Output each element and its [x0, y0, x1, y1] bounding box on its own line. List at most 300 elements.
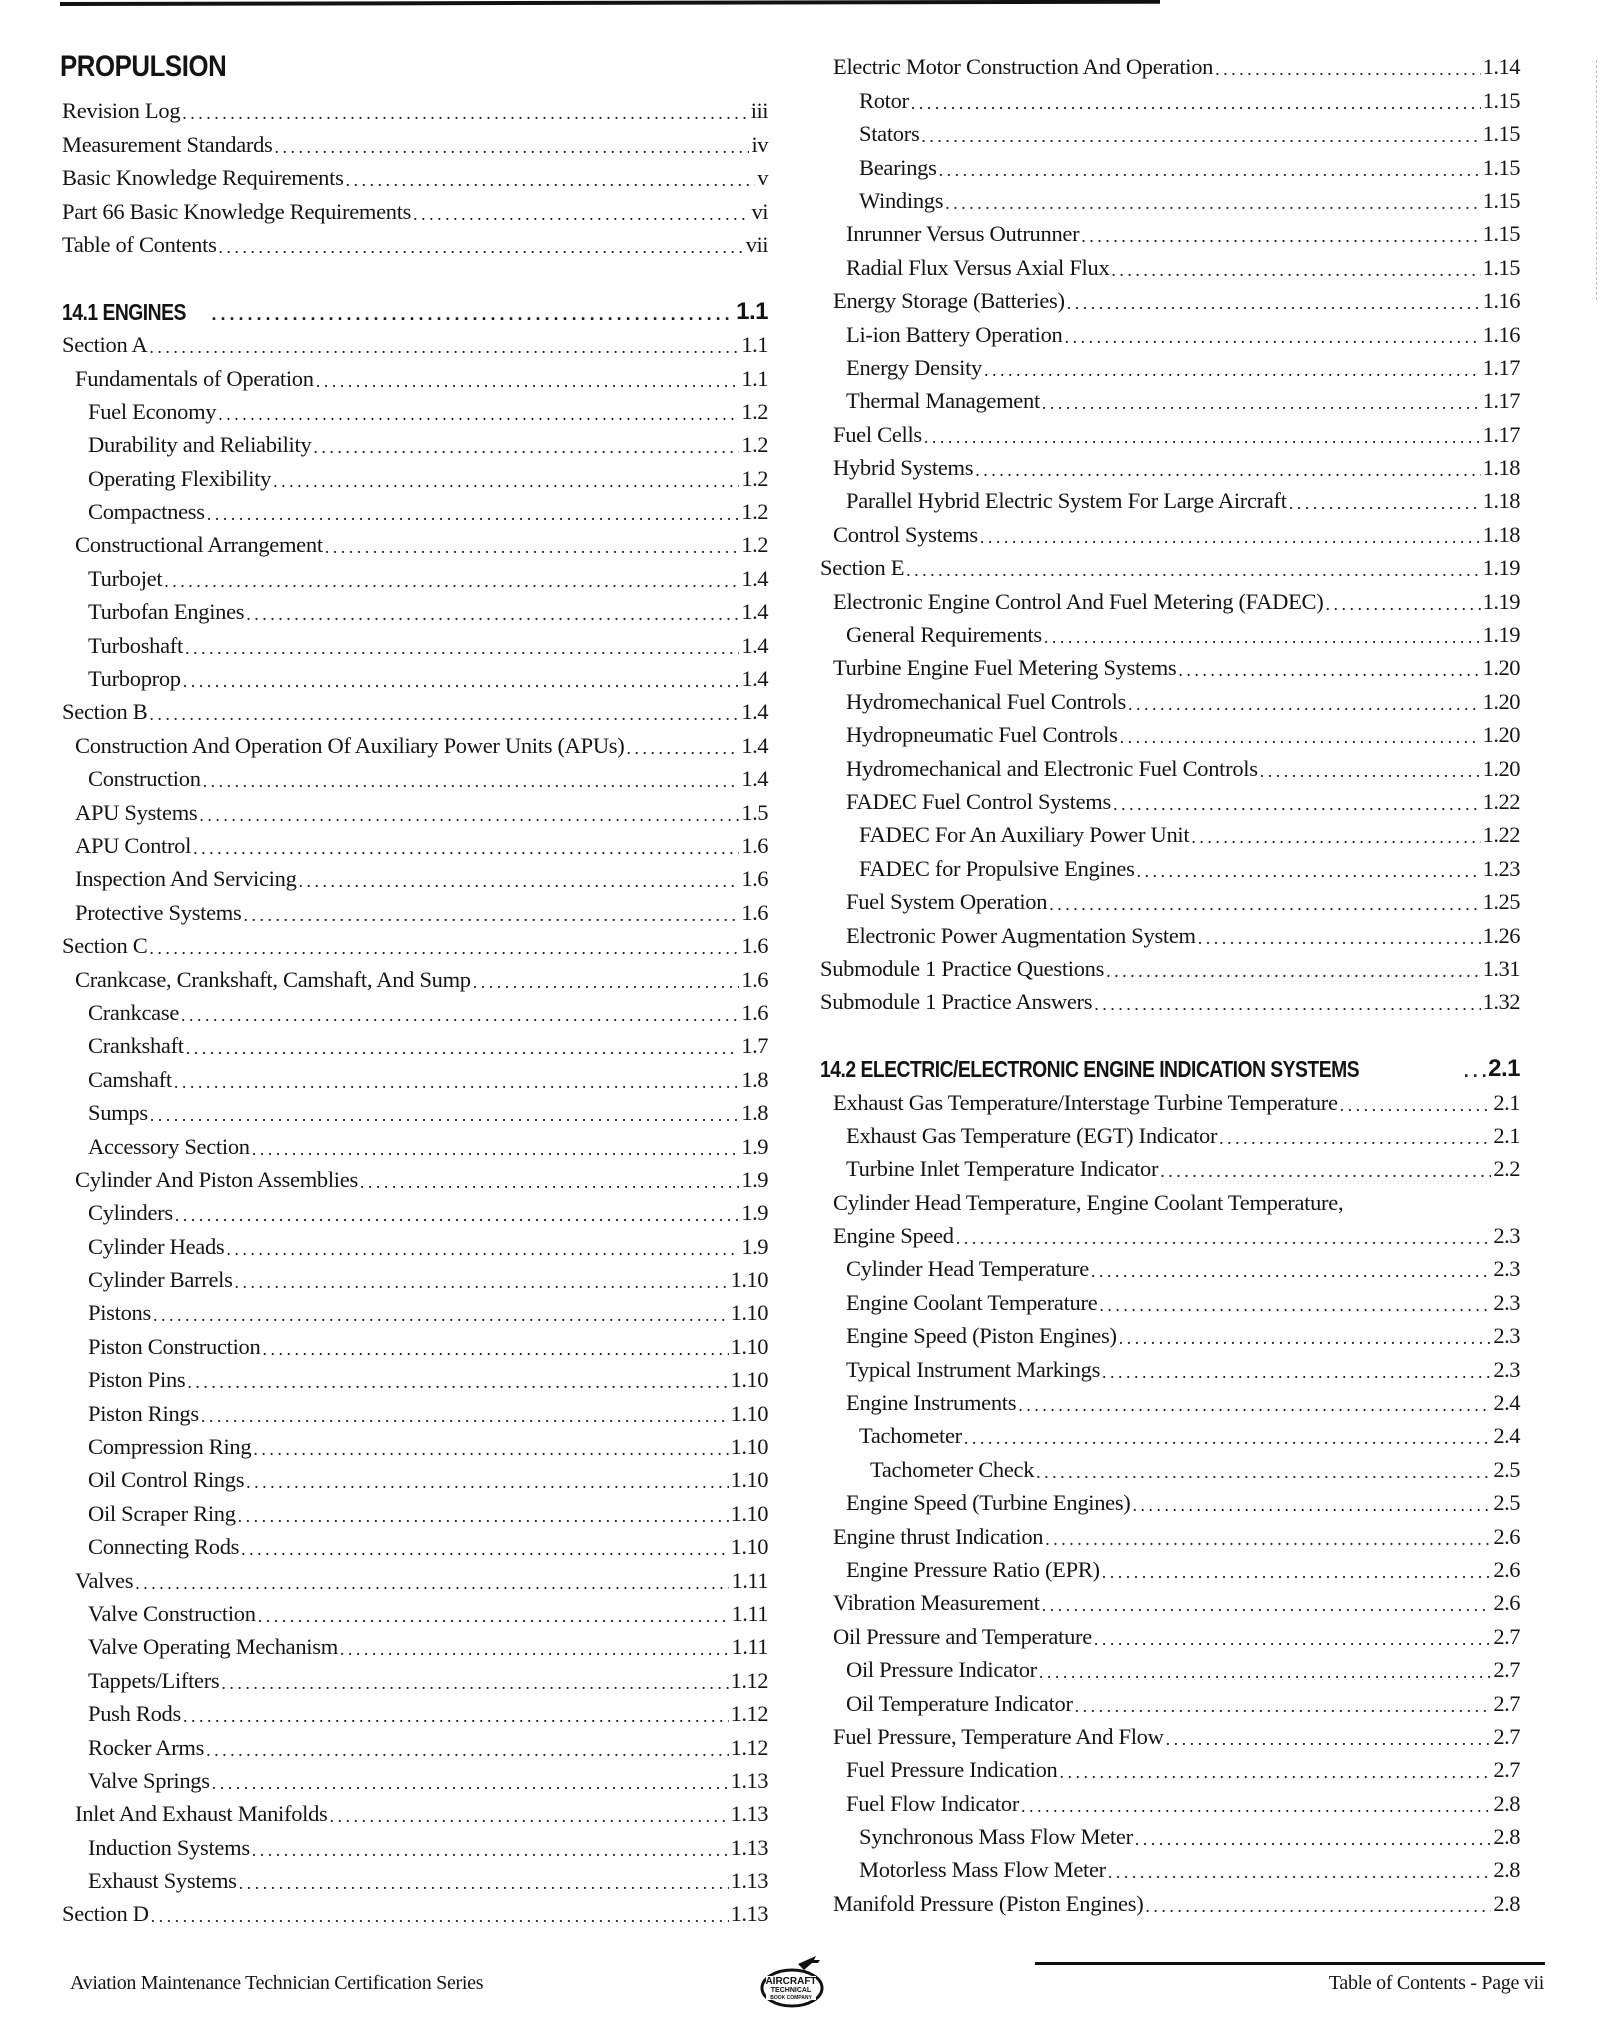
toc-entry-page: vi: [751, 198, 768, 224]
toc-entry[interactable]: [820, 582, 1520, 615]
toc-entry-page: 1.13: [730, 1767, 768, 1793]
toc-entry-label: Stators: [859, 121, 920, 147]
toc-entry-page: 1.10: [730, 1333, 768, 1359]
dot-leader: [1081, 224, 1480, 248]
toc-entry[interactable]: [62, 593, 768, 626]
toc-entry[interactable]: [62, 1361, 768, 1394]
toc-entry[interactable]: [62, 526, 768, 559]
dot-leader: [626, 736, 739, 760]
dot-leader: [984, 358, 1481, 382]
toc-entry[interactable]: [62, 693, 768, 726]
toc-entry[interactable]: [62, 660, 768, 693]
dot-leader: [975, 458, 1480, 482]
toc-entry[interactable]: [820, 449, 1520, 482]
toc-entry-label: Fundamentals of Operation: [75, 365, 314, 391]
dot-leader: [1260, 759, 1481, 783]
toc-entry[interactable]: [820, 950, 1520, 983]
toc-entry-page: 2.4: [1493, 1423, 1520, 1449]
toc-entry-label: Exhaust Systems: [88, 1868, 237, 1894]
dot-leader: [1325, 592, 1480, 616]
toc-entry[interactable]: [820, 1150, 1520, 1183]
toc-entry[interactable]: [820, 1350, 1520, 1383]
toc-entry[interactable]: [820, 549, 1520, 582]
toc-entry-label: Induction Systems: [88, 1834, 250, 1860]
toc-entry[interactable]: [62, 1728, 768, 1761]
toc-entry-page: 1.4: [741, 699, 768, 725]
toc-entry-label: Exhaust Gas Temperature (EGT) Indicator: [846, 1122, 1218, 1148]
toc-entry[interactable]: [62, 326, 768, 359]
toc-entry-page: 1.11: [731, 1634, 768, 1660]
dot-leader: [275, 135, 750, 159]
dot-leader: [1198, 926, 1481, 950]
spacer: [820, 1016, 1520, 1049]
toc-entry-page: iv: [751, 131, 768, 157]
toc-entry[interactable]: [62, 827, 768, 860]
toc-entry[interactable]: [62, 1060, 768, 1093]
toc-entry-page: 1.1: [741, 365, 768, 391]
toc-entry-label: Crankshaft: [88, 1033, 184, 1059]
dot-leader: [206, 1738, 729, 1762]
toc-entry[interactable]: [62, 426, 768, 459]
dot-leader: [346, 168, 756, 192]
toc-entry[interactable]: [62, 626, 768, 659]
dot-leader: [313, 435, 739, 459]
dot-leader: [243, 903, 739, 927]
toc-entry-label: APU Systems: [75, 799, 198, 825]
toc-entry[interactable]: [62, 960, 768, 993]
toc-entry[interactable]: [62, 1461, 768, 1494]
toc-entry-label: Fuel System Operation: [846, 889, 1048, 915]
footer-series-title: Aviation Maintenance Technician Certification Series: [70, 1972, 484, 1994]
toc-entry[interactable]: [820, 1450, 1520, 1483]
toc-section-heading[interactable]: [820, 1050, 1520, 1083]
toc-entry-page: 2.7: [1493, 1757, 1520, 1783]
toc-entry[interactable]: [62, 1027, 768, 1060]
dot-leader: [164, 569, 739, 593]
dot-leader: [945, 191, 1480, 215]
toc-entry-page: iii: [750, 98, 768, 124]
toc-entry[interactable]: [62, 1895, 768, 1928]
footer-rule: [1035, 1962, 1545, 1965]
toc-entry-page: 1.14: [1482, 54, 1520, 80]
dot-leader: [1464, 1059, 1486, 1083]
toc-entry[interactable]: [62, 1628, 768, 1661]
dot-leader: [149, 936, 739, 960]
toc-entry-page: 2.1: [1493, 1089, 1520, 1115]
toc-entry[interactable]: [820, 1083, 1520, 1116]
dot-leader: [239, 1871, 729, 1895]
toc-entry[interactable]: [820, 716, 1520, 749]
toc-entry-label: Energy Storage (Batteries): [833, 288, 1065, 314]
dot-leader: [186, 1036, 740, 1060]
toc-entry[interactable]: [62, 1695, 768, 1728]
toc-entry-page: 1.1: [736, 297, 768, 325]
toc-entry-page: 1.2: [741, 398, 768, 424]
dot-leader: [1178, 658, 1480, 682]
toc-entry-label: Compactness: [88, 499, 205, 525]
toc-entry[interactable]: [62, 226, 768, 259]
toc-entry[interactable]: [62, 1127, 768, 1160]
dot-leader: [360, 1170, 739, 1194]
toc-entry[interactable]: [820, 182, 1520, 215]
toc-entry-page: 2.1: [1493, 1122, 1520, 1148]
toc-entry[interactable]: [820, 215, 1520, 248]
toc-entry-label: Parallel Hybrid Electric System For Large Aircraft: [846, 488, 1287, 514]
toc-entry-label: Push Rods: [88, 1701, 181, 1727]
dot-leader: [193, 836, 739, 860]
dot-leader: [1106, 959, 1481, 983]
toc-entry-page: 1.4: [741, 632, 768, 658]
toc-entry-page: 1.12: [730, 1667, 768, 1693]
svg-text:TECHNICAL: TECHNICAL: [770, 1987, 812, 1994]
toc-entry-label: Crankcase: [88, 999, 180, 1025]
toc-entry[interactable]: [820, 1884, 1520, 1917]
toc-entry-page: 1.17: [1482, 354, 1520, 380]
toc-entry-label: Compression Ring: [88, 1434, 252, 1460]
toc-entry[interactable]: [820, 1217, 1520, 1250]
toc-entry[interactable]: [820, 48, 1520, 81]
toc-entry-label: APU Control: [75, 832, 192, 858]
toc-entry-label: Oil Control Rings: [88, 1467, 245, 1493]
toc-entry-page: 1.9: [741, 1200, 768, 1226]
toc-entry-page: 1.4: [741, 766, 768, 792]
svg-text:BOOK COMPANY: BOOK COMPANY: [770, 1995, 812, 2001]
toc-entry-page: 1.26: [1482, 922, 1520, 948]
toc-entry[interactable]: [62, 726, 768, 759]
toc-entry-page: 1.6: [741, 999, 768, 1025]
toc-entry-label: Durability and Reliability: [88, 432, 312, 458]
toc-entry[interactable]: [820, 1784, 1520, 1817]
dot-leader: [273, 469, 739, 493]
toc-entry-label: Cylinder Head Temperature: [846, 1256, 1089, 1282]
toc-entry[interactable]: [62, 192, 768, 225]
toc-entry[interactable]: [62, 459, 768, 492]
dot-leader: [316, 369, 740, 393]
toc-entry[interactable]: [62, 1528, 768, 1561]
toc-entry-page: 1.15: [1482, 87, 1520, 113]
toc-entry-label: Engine thrust Indication: [833, 1523, 1044, 1549]
scan-artifact: [1596, 60, 1598, 300]
toc-entry[interactable]: [820, 916, 1520, 949]
toc-entry-page: 2.1: [1488, 1055, 1520, 1083]
toc-entry-label: Oil Temperature Indicator: [846, 1690, 1073, 1716]
toc-entry-page: 1.5: [741, 799, 768, 825]
toc-entry[interactable]: [62, 559, 768, 592]
toc-entry[interactable]: [62, 92, 768, 125]
toc-entry-page: 1.4: [741, 599, 768, 625]
toc-entry[interactable]: [820, 415, 1520, 448]
toc-entry-label: Sumps: [88, 1100, 148, 1126]
toc-entry-label: FADEC Fuel Control Systems: [846, 788, 1111, 814]
toc-entry[interactable]: [62, 1428, 768, 1461]
toc-entry-page: 1.8: [741, 1066, 768, 1092]
toc-entry[interactable]: [820, 1417, 1520, 1450]
toc-entry[interactable]: [820, 616, 1520, 649]
toc-entry[interactable]: [62, 125, 768, 158]
toc-entry[interactable]: [820, 682, 1520, 715]
toc-entry-label: Table of Contents: [62, 231, 217, 257]
toc-entry-label: Section E: [820, 555, 905, 581]
toc-entry-label: Pistons: [88, 1300, 151, 1326]
toc-entry[interactable]: [820, 983, 1520, 1016]
toc-entry-page: 1.13: [730, 1868, 768, 1894]
toc-entry[interactable]: [62, 359, 768, 392]
toc-entry[interactable]: [820, 349, 1520, 382]
toc-entry-label: Cylinder Head Temperature, Engine Coolant Temperature,: [833, 1189, 1344, 1215]
toc-entry-label: 14.2 ELECTRIC/ELECTRONIC ENGINE INDICATION SYSTEMS: [820, 1056, 1360, 1083]
dot-leader: [199, 803, 739, 827]
dot-leader: [262, 1337, 728, 1361]
toc-entry[interactable]: [820, 1283, 1520, 1316]
toc-entry-page: 1.20: [1482, 688, 1520, 714]
toc-entry-page: 1.9: [741, 1233, 768, 1259]
toc-entry[interactable]: [820, 1617, 1520, 1650]
toc-entry[interactable]: [62, 1194, 768, 1227]
spacer: [62, 259, 768, 292]
toc-entry-page: 2.7: [1493, 1623, 1520, 1649]
toc-entry[interactable]: [62, 860, 768, 893]
dot-leader: [235, 1270, 729, 1294]
toc-entry[interactable]: [62, 1327, 768, 1360]
dot-leader: [1160, 1159, 1491, 1183]
toc-entry-page: 1.15: [1482, 221, 1520, 247]
toc-entry-label: Piston Pins: [88, 1367, 186, 1393]
toc-entry-label: Cylinder Heads: [88, 1233, 225, 1259]
toc-entry[interactable]: [820, 382, 1520, 415]
toc-entry-label: Accessory Section: [88, 1133, 250, 1159]
dot-leader: [1215, 57, 1481, 81]
toc-entry[interactable]: [62, 994, 768, 1027]
toc-entry-label: Electronic Power Augmentation System: [846, 922, 1196, 948]
toc-entry[interactable]: [62, 1294, 768, 1327]
toc-section-heading[interactable]: [62, 292, 768, 325]
toc-entry-page: 1.11: [731, 1567, 768, 1593]
toc-entry[interactable]: [820, 1317, 1520, 1350]
toc-entry[interactable]: [820, 816, 1520, 849]
dot-leader: [135, 1571, 729, 1595]
toc-entry[interactable]: [820, 883, 1520, 916]
toc-entry-page: 1.13: [730, 1801, 768, 1827]
dot-leader: [911, 91, 1481, 115]
toc-entry[interactable]: [62, 793, 768, 826]
toc-entry-label: Valve Springs: [88, 1767, 210, 1793]
toc-entry[interactable]: [820, 649, 1520, 682]
toc-entry-page: v: [757, 165, 768, 191]
toc-entry[interactable]: [820, 81, 1520, 114]
toc-entry-page: 2.5: [1493, 1456, 1520, 1482]
toc-entry[interactable]: [62, 927, 768, 960]
dot-leader: [183, 669, 740, 693]
dot-leader: [203, 769, 740, 793]
toc-entry-page: 1.20: [1482, 722, 1520, 748]
toc-entry[interactable]: [62, 1494, 768, 1527]
toc-entry[interactable]: [820, 248, 1520, 281]
toc-entry-label: Control Systems: [833, 521, 978, 547]
dot-leader: [238, 1504, 729, 1528]
toc-entry-label: Windings: [859, 187, 944, 213]
top-rule: [60, 0, 1160, 6]
toc-entry-page: 2.3: [1493, 1356, 1520, 1382]
toc-entry[interactable]: [62, 1394, 768, 1427]
toc-entry-label: Radial Flux Versus Axial Flux: [846, 254, 1110, 280]
dot-leader: [150, 1103, 740, 1127]
toc-entry-page: 1.6: [741, 966, 768, 992]
dot-leader: [1108, 1860, 1492, 1884]
toc-entry-label: Manifold Pressure (Piston Engines): [833, 1890, 1144, 1916]
toc-entry-page: 1.10: [730, 1367, 768, 1393]
toc-entry-label: Motorless Mass Flow Meter: [859, 1857, 1106, 1883]
toc-entry[interactable]: [62, 159, 768, 192]
toc-entry[interactable]: [820, 1484, 1520, 1517]
toc-entry[interactable]: [820, 482, 1520, 515]
dot-leader: [183, 1704, 729, 1728]
dot-leader: [921, 124, 1480, 148]
toc-entry-page: 1.15: [1482, 187, 1520, 213]
toc-entry[interactable]: [62, 493, 768, 526]
toc-entry[interactable]: [820, 1551, 1520, 1584]
toc-entry-label: Tappets/Lifters: [88, 1667, 220, 1693]
toc-entry[interactable]: [820, 1584, 1520, 1617]
toc-entry[interactable]: [820, 849, 1520, 882]
toc-entry-page: 1.20: [1482, 655, 1520, 681]
toc-entry-page: 1.2: [741, 432, 768, 458]
toc-entry-page: 2.8: [1493, 1857, 1520, 1883]
toc-entry[interactable]: [62, 1795, 768, 1828]
toc-entry[interactable]: [820, 1684, 1520, 1717]
dot-leader: [246, 1470, 728, 1494]
dot-leader: [241, 1537, 729, 1561]
toc-entry-page: 2.7: [1493, 1657, 1520, 1683]
toc-entry-label: Turboshaft: [88, 632, 183, 658]
toc-entry-label: Crankcase, Crankshaft, Camshaft, And Sump: [75, 966, 471, 992]
toc-entry[interactable]: [62, 1094, 768, 1127]
toc-entry-label: Oil Pressure Indicator: [846, 1657, 1037, 1683]
toc-entry-label: Revision Log: [62, 98, 181, 124]
toc-entry[interactable]: [62, 1828, 768, 1861]
toc-entry-label: FADEC for Propulsive Engines: [859, 855, 1135, 881]
toc-entry[interactable]: [820, 1751, 1520, 1784]
toc-entry[interactable]: [820, 1117, 1520, 1150]
toc-entry-label: Tachometer Check: [870, 1456, 1035, 1482]
toc-entry-label: Section B: [62, 699, 148, 725]
toc-entry[interactable]: [820, 282, 1520, 315]
toc-entry-label: Inrunner Versus Outrunner: [846, 221, 1080, 247]
toc-entry[interactable]: [820, 1384, 1520, 1417]
toc-entry-label: Hydromechanical and Electronic Fuel Controls: [846, 755, 1258, 781]
toc-entry-page: 2.5: [1493, 1490, 1520, 1516]
toc-entry-label: Engine Speed: [833, 1223, 954, 1249]
toc-entry-label: Rotor: [859, 87, 909, 113]
toc-entry-page: 1.22: [1482, 788, 1520, 814]
toc-entry-label: Synchronous Mass Flow Meter: [859, 1824, 1133, 1850]
dot-leader: [1049, 892, 1480, 916]
toc-entry[interactable]: [62, 1227, 768, 1260]
toc-entry[interactable]: [820, 1851, 1520, 1884]
toc-entry[interactable]: [820, 1250, 1520, 1283]
toc-entry[interactable]: [820, 1818, 1520, 1851]
toc-entry[interactable]: [62, 1161, 768, 1194]
dot-leader: [1128, 692, 1481, 716]
dot-leader: [1067, 291, 1481, 315]
toc-entry-label: Turbine Engine Fuel Metering Systems: [833, 655, 1177, 681]
toc-entry-page: 1.6: [741, 866, 768, 892]
toc-entry-page: 1.12: [730, 1734, 768, 1760]
toc-entry-page: 1.31: [1482, 955, 1520, 981]
toc-entry[interactable]: [62, 1762, 768, 1795]
toc-entry-page: 1.16: [1482, 288, 1520, 314]
dot-leader: [1340, 1093, 1492, 1117]
toc-entry[interactable]: [820, 315, 1520, 348]
toc-entry[interactable]: [62, 1261, 768, 1294]
toc-entry-page: 1.9: [741, 1166, 768, 1192]
toc-entry-label: Electronic Engine Control And Fuel Metering (FADEC): [833, 588, 1324, 614]
toc-entry[interactable]: [62, 1561, 768, 1594]
toc-entry[interactable]: [62, 893, 768, 926]
toc-entry-page: 1.20: [1482, 755, 1520, 781]
dot-leader: [330, 1804, 729, 1828]
dot-leader: [253, 1437, 728, 1461]
dot-leader: [1166, 1727, 1492, 1751]
toc-entry-page: 1.8: [741, 1100, 768, 1126]
dot-leader: [1091, 1259, 1491, 1283]
toc-entry-label: Engine Instruments: [846, 1390, 1017, 1416]
dot-leader: [182, 101, 748, 125]
toc-entry-page: 1.23: [1482, 855, 1520, 881]
dot-leader: [218, 402, 739, 426]
toc-entry[interactable]: [820, 115, 1520, 148]
toc-entry-label: Piston Construction: [88, 1333, 261, 1359]
dot-leader: [1111, 258, 1480, 282]
dot-leader: [185, 636, 739, 660]
toc-entry[interactable]: [820, 1718, 1520, 1751]
toc-entry[interactable]: [62, 760, 768, 793]
toc-entry[interactable]: [820, 148, 1520, 181]
toc-entry[interactable]: [62, 1595, 768, 1628]
toc-entry-page: 2.2: [1493, 1156, 1520, 1182]
toc-entry-page: 1.4: [741, 666, 768, 692]
toc-entry[interactable]: [62, 393, 768, 426]
toc-entry-label: Connecting Rods: [88, 1534, 240, 1560]
toc-entry-page: 2.3: [1493, 1289, 1520, 1315]
toc-entry-page: 1.25: [1482, 889, 1520, 915]
dot-leader: [1099, 1293, 1491, 1317]
toc-entry[interactable]: [820, 1183, 1520, 1216]
toc-entry[interactable]: [820, 749, 1520, 782]
dot-leader: [1191, 825, 1480, 849]
dot-leader: [174, 1070, 740, 1094]
toc-entry[interactable]: [820, 1517, 1520, 1550]
dot-leader: [1039, 1660, 1492, 1684]
toc-entry-page: 1.10: [730, 1467, 768, 1493]
toc-entry[interactable]: [820, 1651, 1520, 1684]
dot-leader: [1120, 725, 1481, 749]
toc-entry[interactable]: [820, 515, 1520, 548]
toc-entry[interactable]: [62, 1661, 768, 1694]
toc-entry-page: 1.15: [1482, 254, 1520, 280]
dot-leader: [187, 1370, 728, 1394]
toc-entry-page: 1.15: [1482, 154, 1520, 180]
toc-entry-page: 1.22: [1482, 822, 1520, 848]
toc-entry[interactable]: [820, 783, 1520, 816]
dot-leader: [1113, 792, 1481, 816]
toc-entry-label: Fuel Flow Indicator: [846, 1790, 1020, 1816]
toc-entry[interactable]: [62, 1862, 768, 1895]
toc-entry-label: Cylinder And Piston Assemblies: [75, 1166, 358, 1192]
toc-entry-page: 1.7: [741, 1033, 768, 1059]
toc-entry-label: Vibration Measurement: [833, 1590, 1040, 1616]
toc-entry-page: 2.4: [1493, 1390, 1520, 1416]
dot-leader: [939, 158, 1481, 182]
